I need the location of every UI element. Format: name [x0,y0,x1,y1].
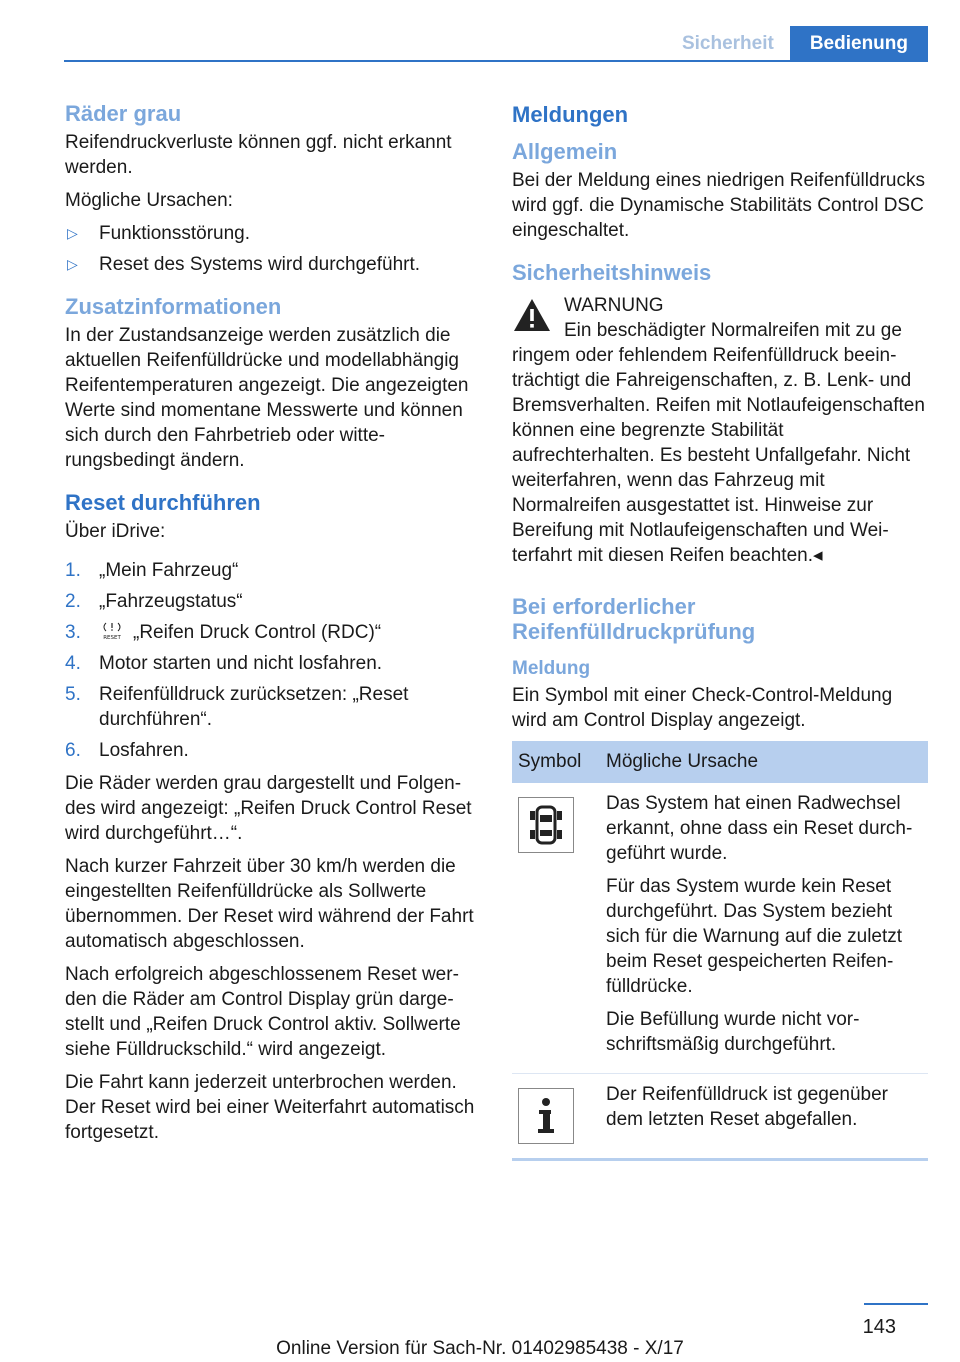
table-row [512,783,928,1074]
reset-para-2: Nach kurzer Fahrzeit über 30 km/h werden die eingestellten Reifenfülldrücke als Sollwerte übernommen. Der Reset wird während der Fahrt automatisch abgeschlossen. [65,856,474,952]
causes-intro: Mögliche Ursachen: [65,190,233,211]
heading-zusatzinformationen: Zusatzinformationen [65,294,282,319]
list-item: 4. Motor starten und nicht losfahren. [65,653,383,674]
table-header-row [512,741,928,783]
warning-block [512,293,928,568]
causes-list [65,221,480,277]
allgemein-text: Bei der Meldung eines niedrigen Reifenfülldrucks wird ggf. die Dynamische Stabilitäts Control DSC eingeschaltet. [512,170,925,241]
heading-raeder-grau: Räder grau [65,101,182,126]
list-item: ▷ Funktionsstörung. [67,223,251,244]
warning-title: WARNUNG [564,295,664,316]
heading-meldungen: Meldungen [512,102,629,127]
list-item: ▷ Reset des Systems wird durchgeführt. [67,254,421,275]
header-rule [64,60,928,62]
heading-reset-durchfuehren: Reset durchführen [65,490,261,515]
reset-steps [65,558,480,763]
rdc-reset-icon [99,621,125,641]
list-item: 1. „Mein Fahrzeug“ [65,560,239,581]
header-tabs [666,26,928,61]
list-item: 3. RESET „Reifen Druck Control (RDC)“ [65,622,382,643]
tab-sicherheit[interactable]: Sicherheit [681,32,774,54]
footer-text: Online Version für Sach-Nr. 01402985438 - X/17 [276,1338,684,1359]
cause-text: Die Befüllung wurde nicht vorschriftsmäßig durchgeführt. [606,1009,860,1055]
tab-bedienung[interactable]: Bedienung [790,26,928,61]
raeder-grau-text: Reifendruckverluste können ggf. nicht erkannt werden. [65,132,452,178]
heading-reifenfuelldruckpruefung: Bei erforderlicher Reifenfülldruckprüfung [512,594,756,644]
cause-text: Das System hat einen Radwechsel erkannt, ohne dass ein Reset durchgeführt wurde. [606,793,913,864]
reset-para-4: Die Fahrt kann jederzeit unterbrochen werden. Der Reset wird bei einer Weiterfahrt automatisch fortgesetzt. [65,1072,475,1143]
cause-text: Der Reifenfülldruck ist gegenüber dem letzten Reset abgefallen. [606,1084,888,1130]
warning-triangle-icon [512,297,552,333]
svg-text:RESET: RESET [103,635,121,641]
heading-allgemein: Allgemein [512,139,618,164]
page-number-rule [864,1303,928,1305]
meldung-text: Ein Symbol mit einer Check-Control-Meldung wird am Control Display angezeigt. [512,685,893,731]
col-header-symbol: Symbol [512,741,600,783]
list-item: 5. Reifenfülldruck zurücksetzen: „Reset durchführen“. [65,684,409,730]
triangle-bullet-icon: ▷ [67,225,78,241]
triangle-bullet-icon: ▷ [67,256,78,272]
list-item: 6. Losfahren. [65,740,189,761]
col-header-cause: Mögliche Ursache [600,741,928,783]
warning-text: Ein beschädigter Normalreifen mit zu ge ringem oder fehlendem Reifenfülldruck beeinträchtigt die Fahreigenschaften, z. B. Lenk- und Bremsverhalten. Reifen mit Notlaufeigenschaften können eine begrenzte Stabilität aufrechterhalten. Es besteht Unfallgefahr. Nicht weiterfahren, wenn das Fahrzeug mit Normalreifen ausgestattet ist. Hinweise zur Bereifung mit Notlaufeigenschaften und Weiterfahrt mit diesen Reifen beachten.◂ [512,320,925,566]
info-icon [518,1088,574,1144]
car-tire-warning-icon [518,797,574,853]
heading-meldung: Meldung [512,658,591,679]
page-number: 143 [862,1316,896,1338]
message-table [512,741,928,1161]
reset-para-1: Die Räder werden grau dargestellt und Folgendes wird angezeigt: „Reifen Druck Control Reset wird durchgeführt…“. [65,773,472,844]
heading-sicherheitshinweis: Sicherheitshinweis [512,260,712,285]
zusatz-text: In der Zustandsanzeige werden zusätzlich die aktuellen Reifenfülldrücke und modellabhängig Reifentemperaturen angezeigt. Die angezeigten Werte sind momentane Messwerte und können sich durch den Fahrbetrieb oder witterungsbedingt ändern. [65,325,469,471]
cause-text: Für das System wurde kein Reset durchgeführt. Das System bezieht sich für die Warnung auf die zuletzt beim Reset gespeicherten Reifenfülldrücke. [606,876,903,997]
reset-intro: Über iDrive: [65,521,166,542]
list-item: 2. „Fahrzeugstatus“ [65,591,243,612]
left-column [65,100,480,1153]
reset-para-3: Nach erfolgreich abgeschlossenem Reset werden die Räder am Control Display grün dargestellt und „Reifen Druck Control aktiv. Sollwerte siehe Fülldruckschild.“ wird angezeigt. [65,964,461,1060]
right-column [512,100,928,1161]
table-row [512,1074,928,1160]
